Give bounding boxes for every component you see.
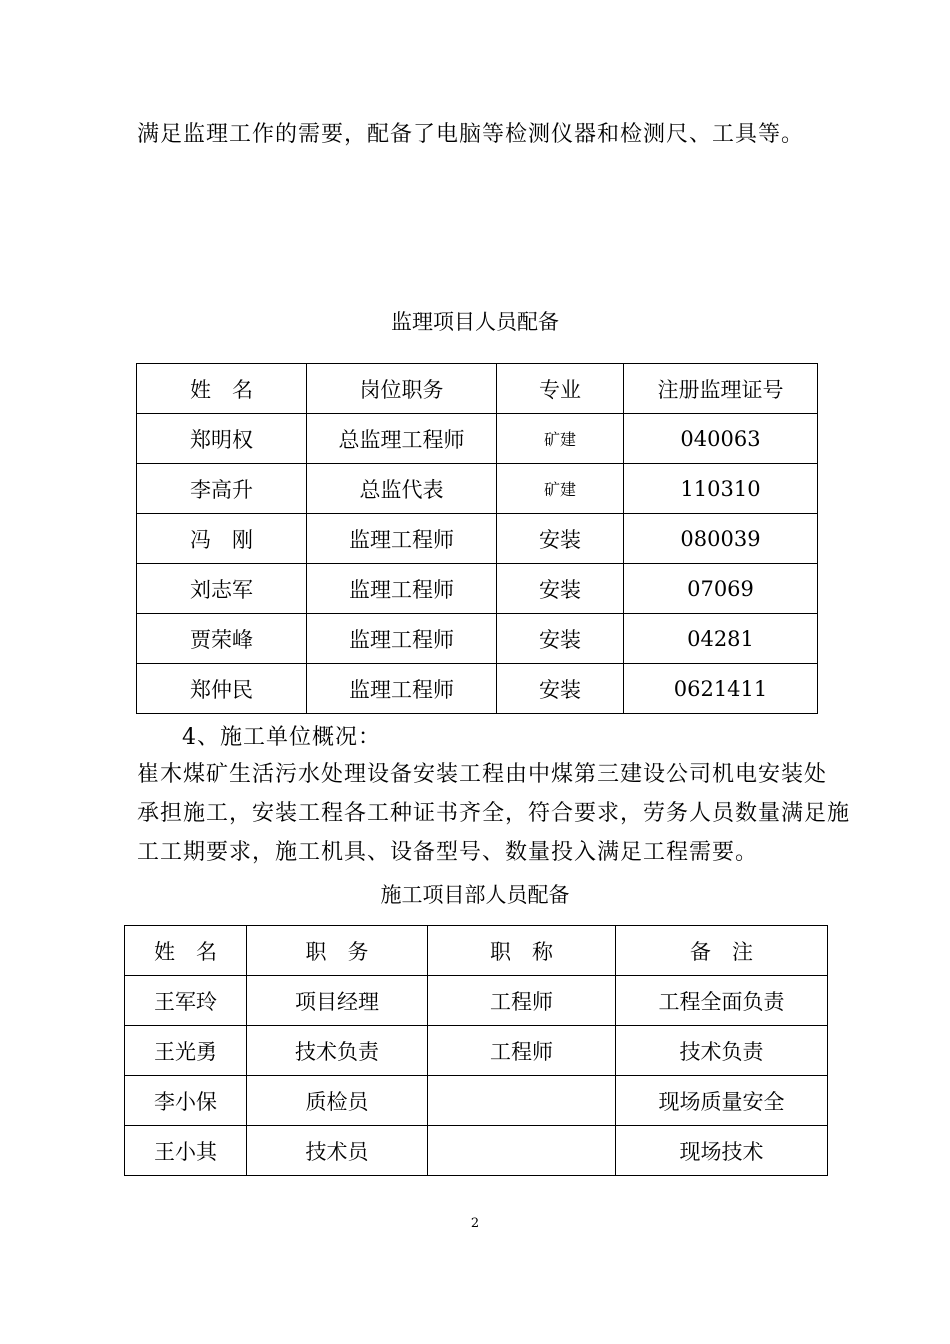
header-name: 姓 名	[137, 364, 307, 414]
cell-title	[428, 1126, 616, 1176]
cell-duty: 质检员	[247, 1076, 428, 1126]
cell-specialty: 矿建	[497, 464, 624, 514]
table-row	[137, 414, 818, 464]
cell-specialty: 矿建	[497, 414, 624, 464]
cell-position: 监理工程师	[307, 514, 497, 564]
cell-title	[428, 1076, 616, 1126]
table-row	[137, 664, 818, 714]
section4-line-2: 承担施工，安装工程各工种证书齐全，符合要求，劳务人员数量满足施	[137, 801, 851, 826]
table2-caption: 施工项目部人员配备	[380, 883, 570, 907]
cell-remarks: 现场技术	[616, 1126, 828, 1176]
cell-remarks: 工程全面负责	[616, 976, 828, 1026]
cell-position: 监理工程师	[307, 564, 497, 614]
header-specialty: 专业	[497, 364, 624, 414]
cell-name: 王军玲	[125, 976, 247, 1026]
cell-name: 郑仲民	[137, 664, 307, 714]
cell-position: 监理工程师	[307, 614, 497, 664]
table-row	[125, 1026, 828, 1076]
construction-staff-table	[124, 925, 828, 1176]
cell-name: 贾荣峰	[137, 614, 307, 664]
table-row	[137, 564, 818, 614]
cell-specialty: 安装	[497, 614, 624, 664]
cell-position: 总监理工程师	[307, 414, 497, 464]
header-remarks: 备 注	[616, 926, 828, 976]
cell-remarks: 现场质量安全	[616, 1076, 828, 1126]
cell-name: 李小保	[125, 1076, 247, 1126]
cell-cert-no: 080039	[624, 514, 818, 564]
cell-title: 工程师	[428, 1026, 616, 1076]
cell-name: 王小其	[125, 1126, 247, 1176]
cell-specialty: 安装	[497, 664, 624, 714]
header-duty: 职 务	[247, 926, 428, 976]
table-row	[125, 976, 828, 1026]
table-row	[137, 614, 818, 664]
cell-specialty: 安装	[497, 514, 624, 564]
table1-caption: 监理项目人员配备	[391, 310, 559, 334]
cell-name: 郑明权	[137, 414, 307, 464]
section4-line-3: 工工期要求，施工机具、设备型号、数量投入满足工程需要。	[137, 840, 759, 865]
table-row	[125, 1076, 828, 1126]
cell-specialty: 安装	[497, 564, 624, 614]
cell-title: 工程师	[428, 976, 616, 1026]
cell-position: 总监代表	[307, 464, 497, 514]
cell-cert-no: 110310	[624, 464, 818, 514]
page-number: 2	[470, 1216, 480, 1231]
cell-duty: 技术员	[247, 1126, 428, 1176]
table-row	[137, 464, 818, 514]
header-cert-no: 注册监理证号	[624, 364, 818, 414]
cell-duty: 项目经理	[247, 976, 428, 1026]
section4-heading: 4、施工单位概况：	[182, 725, 381, 750]
cell-name: 刘志军	[137, 564, 307, 614]
cell-name: 冯 刚	[137, 514, 307, 564]
cell-cert-no: 0621411	[624, 664, 818, 714]
cell-remarks: 技术负责	[616, 1026, 828, 1076]
table-header-row	[125, 926, 828, 976]
supervision-staff-table	[136, 363, 818, 714]
table-row	[137, 514, 818, 564]
header-name: 姓 名	[125, 926, 247, 976]
table-header-row	[137, 364, 818, 414]
header-title: 职 称	[428, 926, 616, 976]
cell-duty: 技术负责	[247, 1026, 428, 1076]
cell-position: 监理工程师	[307, 664, 497, 714]
section4-line-1: 崔木煤矿生活污水处理设备安装工程由中煤第三建设公司机电安装处	[137, 762, 828, 787]
cell-cert-no: 040063	[624, 414, 818, 464]
intro-paragraph: 满足监理工作的需要，配备了电脑等检测仪器和检测尺、工具等。	[137, 122, 805, 147]
table-row	[125, 1126, 828, 1176]
cell-name: 李高升	[137, 464, 307, 514]
cell-cert-no: 07069	[624, 564, 818, 614]
cell-cert-no: 04281	[624, 614, 818, 664]
header-position: 岗位职务	[307, 364, 497, 414]
cell-name: 王光勇	[125, 1026, 247, 1076]
